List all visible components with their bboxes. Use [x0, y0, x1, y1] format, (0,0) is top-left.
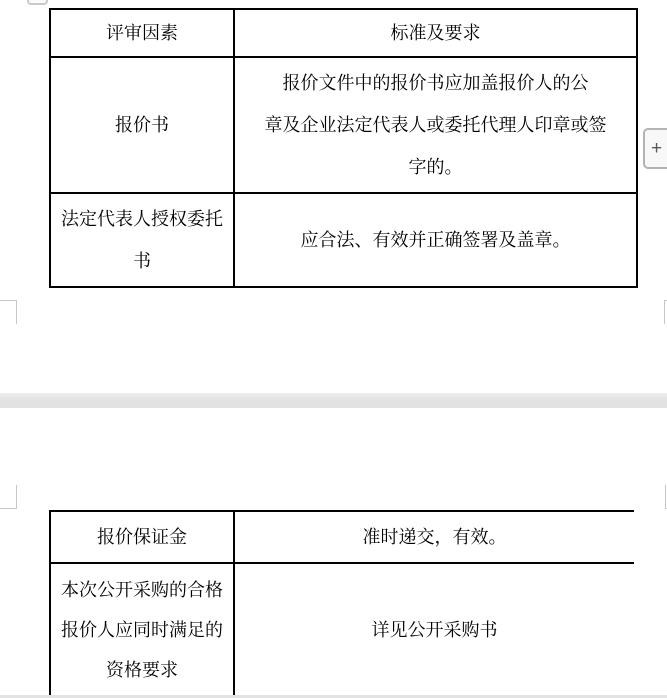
evaluation-table-page2	[49, 510, 634, 695]
qualification-factor-line3: 资格要求	[106, 659, 178, 680]
insert-row-button[interactable]	[643, 128, 667, 169]
header-standard-label: 标准及要求	[390, 23, 481, 43]
quotation-standard-line1: 报价文件中的报价书应加盖报价人的公	[282, 73, 589, 93]
qualification-factor-line2: 报价人应同时满足的	[61, 619, 223, 640]
attorney-standard-text: 应合法、有效并正确签署及盖章。	[300, 230, 571, 250]
crop-mark-top-left	[16, 485, 17, 508]
header-cell-factor[interactable]	[50, 9, 234, 57]
table-row	[50, 563, 634, 695]
header-cell-standard[interactable]	[234, 9, 637, 57]
bond-standard-text: 准时递交，有效。	[362, 527, 507, 548]
qualification-factor-line1: 本次公开采购的合格	[61, 579, 223, 600]
quotation-standard-line3: 字的。	[408, 157, 463, 177]
cell-quotation-standard[interactable]	[234, 57, 637, 193]
crop-mark-top-left	[0, 508, 17, 509]
evaluation-table-page2-wrapper	[49, 510, 634, 695]
evaluation-table-page1	[49, 8, 638, 288]
quotation-factor-text: 报价书	[115, 115, 169, 135]
cell-attorney-factor[interactable]	[50, 193, 234, 287]
cell-bond-factor[interactable]	[50, 511, 234, 563]
table-row	[50, 57, 637, 193]
quotation-standard-line2: 章及企业法定代表人或委托代理人印章或签	[264, 115, 607, 135]
cell-bond-standard[interactable]	[234, 511, 634, 563]
crop-mark-bottom-left	[0, 300, 16, 301]
cell-quotation-factor[interactable]	[50, 57, 234, 193]
crop-mark-bottom-right	[664, 300, 665, 324]
cell-attorney-standard[interactable]	[234, 193, 637, 287]
qualification-standard-text: 详见公开采购书	[371, 619, 498, 640]
plus-icon: +	[651, 138, 663, 159]
attorney-factor-line2: 书	[133, 251, 151, 271]
header-factor-label: 评审因素	[106, 23, 178, 43]
bond-factor-text: 报价保证金	[97, 527, 187, 548]
page-break-gap	[0, 393, 667, 408]
crop-mark-top-right	[665, 485, 666, 508]
cell-qualification-standard[interactable]	[234, 563, 634, 695]
table-row	[50, 9, 637, 57]
table-row	[50, 511, 634, 563]
cell-qualification-factor[interactable]	[50, 563, 234, 695]
table-row	[50, 193, 637, 287]
table-handle-partial[interactable]	[27, 0, 48, 5]
crop-mark-bottom-left	[16, 300, 17, 324]
attorney-factor-line1: 法定代表人授权委托	[61, 209, 223, 229]
